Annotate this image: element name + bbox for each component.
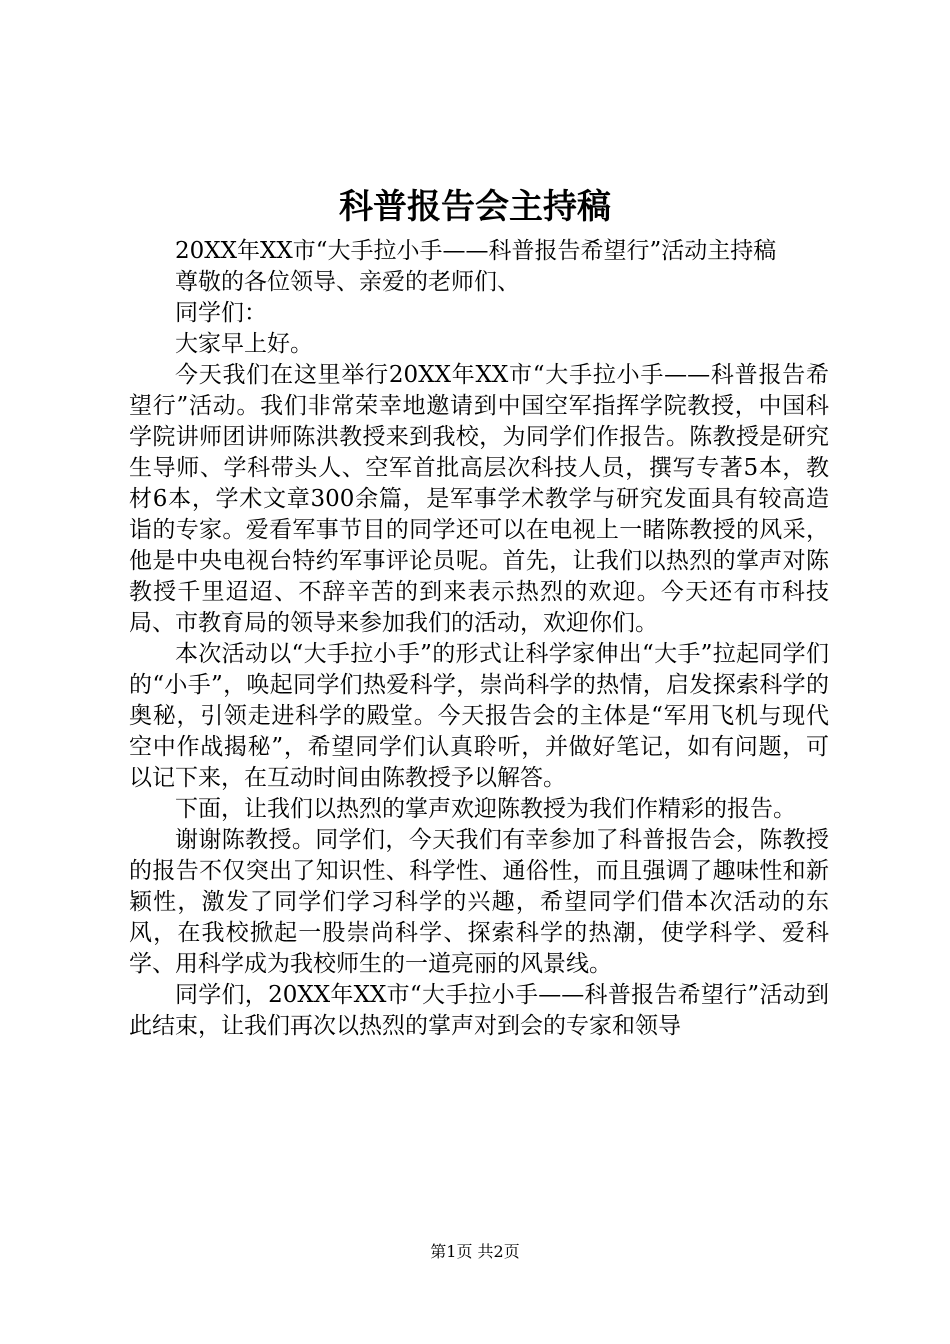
paragraph-activity: 本次活动以“大手拉小手”的形式让科学家伸出“大手”拉起同学们的“小手”，唤起同学们热爱科学，崇尚科学的热情，启发探索科学的奥秘，引领走进科学的殿堂。今天报告会的主体是“军用飞机与现代空中作战揭秘”，希望同学们认真聆听，并做好笔记，如有问题，可以记下来，在互动时间由陈教授予以解答。 [129,641,829,791]
paragraph-welcome: 下面，让我们以热烈的掌声欢迎陈教授为我们作精彩的报告。 [175,796,796,822]
paragraph-introduction: 今天我们在这里举行20XX年XX市“大手拉小手——科普报告希望行”活动。我们非常荣幸地邀请到中国空军指挥学院教授，中国科学院讲师团讲师陈洪教授来到我校，为同学们作报告。陈教授是研究生导师、学科带头人、空军首批高层次科技人员，撰写专著5本，教材6本，学术文章300余篇，是军事学术教学与研究发面具有较高造诣的专家。爱看军事节目的同学还可以在电视上一睹陈教授的风采，他是中央电视台特约军事评论员呢。首先，让我们以热烈的掌声对陈教授千里迢迢、不辞辛苦的到来表示热烈的欢迎。今天还有市科技局、市教育局的领导来参加我们的活动，欢迎你们。 [129,362,829,636]
paragraph-thanks: 谢谢陈教授。同学们，今天我们有幸参加了科普报告会，陈教授的报告不仅突出了知识性、科学性、通俗性，而且强调了趣味性和新颖性，激发了同学们学习科学的兴趣，希望同学们借本次活动的东风，在我校掀起一股崇尚科学、探索科学的热潮，使学科学、爱科学、用科学成为我校师生的一道亮丽的风景线。 [129,827,829,977]
paragraph-greeting-2: 同学们： [175,300,267,326]
paragraph-closing: 同学们，20XX年XX市“大手拉小手——科普报告希望行”活动到此结束，让我们再次以热烈的掌声对到会的专家和领导 [129,982,829,1039]
page-title: 科普报告会主持稿 [339,187,611,227]
document-body [129,236,829,1042]
paragraph-greeting-1: 尊敬的各位领导、亲爱的老师们、 [175,269,520,295]
page-number: 第1页 共2页 [430,1242,520,1261]
paragraph-greeting-3: 大家早上好。 [175,331,313,357]
paragraph-subtitle: 20XX年XX市“大手拉小手——科普报告希望行”活动主持稿 [175,238,777,264]
